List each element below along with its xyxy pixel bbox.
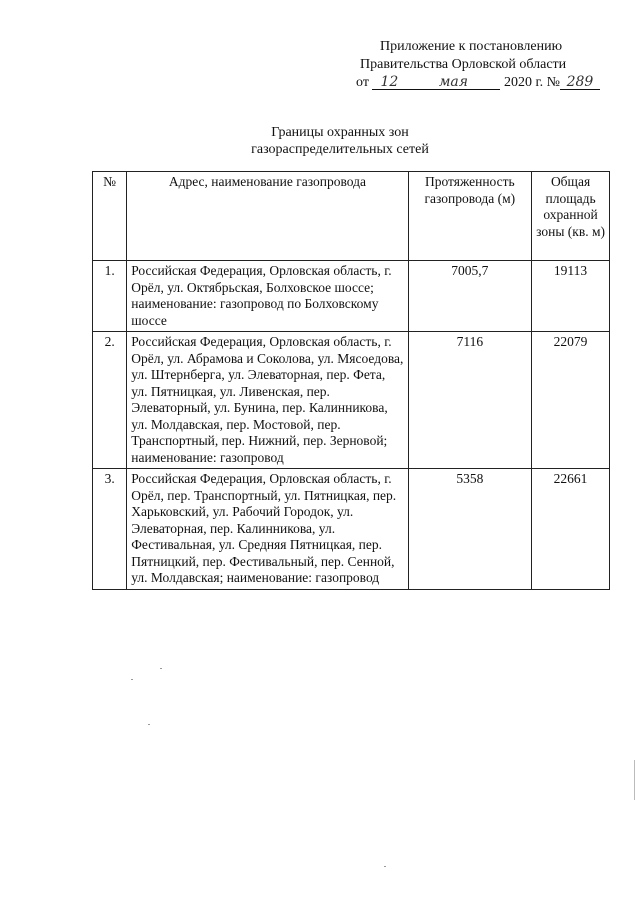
scan-edge-line: [634, 760, 635, 800]
row-address: Российская Федерация, Орловская область, г. Орёл, ул. Абрамова и Соколова, ул. Мясоедова, ул. Штернберга, ул. Элеваторная, пер. Фета, ул. Пятницкая, ул. Ливенская, пер. Элеваторный, ул. Бунина, пер. Калинникова, ул. Молдавская, пер. Мостовой, пер. Транспортный, пер. Нижний, пер. Зерновой; наименование: газопровод: [127, 332, 408, 469]
scan-speck: [160, 668, 162, 669]
row-address: Российская Федерация, Орловская область, г. Орёл, ул. Октябрьская, Болховское шоссе; наименование: газопровод по Болховскому шоссе: [127, 261, 408, 332]
header-line-1: Приложение к постановлению: [380, 39, 563, 54]
header-address: Адрес, наименование газопровода: [127, 172, 408, 261]
header-date-number: [356, 74, 596, 92]
header-length: Протяженность газопровода (м): [408, 172, 532, 261]
table-row: [93, 261, 610, 332]
handwritten-day: 12: [372, 75, 406, 90]
scan-speck: [131, 679, 133, 680]
header-number: №: [93, 172, 127, 261]
scan-speck: [384, 866, 386, 867]
row-area: 22079: [532, 332, 610, 469]
row-number: 2.: [93, 332, 127, 469]
row-length: 5358: [408, 469, 532, 590]
document-title-line-2: газораспределительных сетей: [251, 142, 429, 157]
handwritten-number: 289: [560, 75, 600, 90]
document-header: [356, 38, 596, 92]
row-address: Российская Федерация, Орловская область, г. Орёл, пер. Транспортный, ул. Пятницкая, пер. Харьковский, ул. Рабочий Городок, ул. Элеваторная, пер. Калинникова, ул. Фестивальная, ул. Средняя Пятницкая, пер. Пятницкий, пер. Фестивальный, пер. Сенной, ул. Молдавская; наименование: газопровод: [127, 469, 408, 590]
row-area: 19113: [532, 261, 610, 332]
date-prefix: от: [356, 75, 369, 90]
year-and-number-label: 2020 г. №: [503, 75, 560, 90]
header-line-2: Правительства Орловской области: [360, 57, 567, 72]
row-length: 7005,7: [408, 261, 532, 332]
header-area: Общая площадь охранной зоны (кв. м): [532, 172, 610, 261]
table-header-row: [93, 172, 610, 261]
handwritten-month: мая: [406, 75, 500, 90]
row-area: 22661: [532, 469, 610, 590]
table-row: [93, 469, 610, 590]
document-title-line-1: Границы охранных зон: [271, 125, 409, 140]
scan-speck: [148, 724, 150, 725]
row-number: 3.: [93, 469, 127, 590]
table-row: [93, 332, 610, 469]
row-number: 1.: [93, 261, 127, 332]
row-length: 7116: [408, 332, 532, 469]
protection-zones-table: [92, 171, 610, 590]
